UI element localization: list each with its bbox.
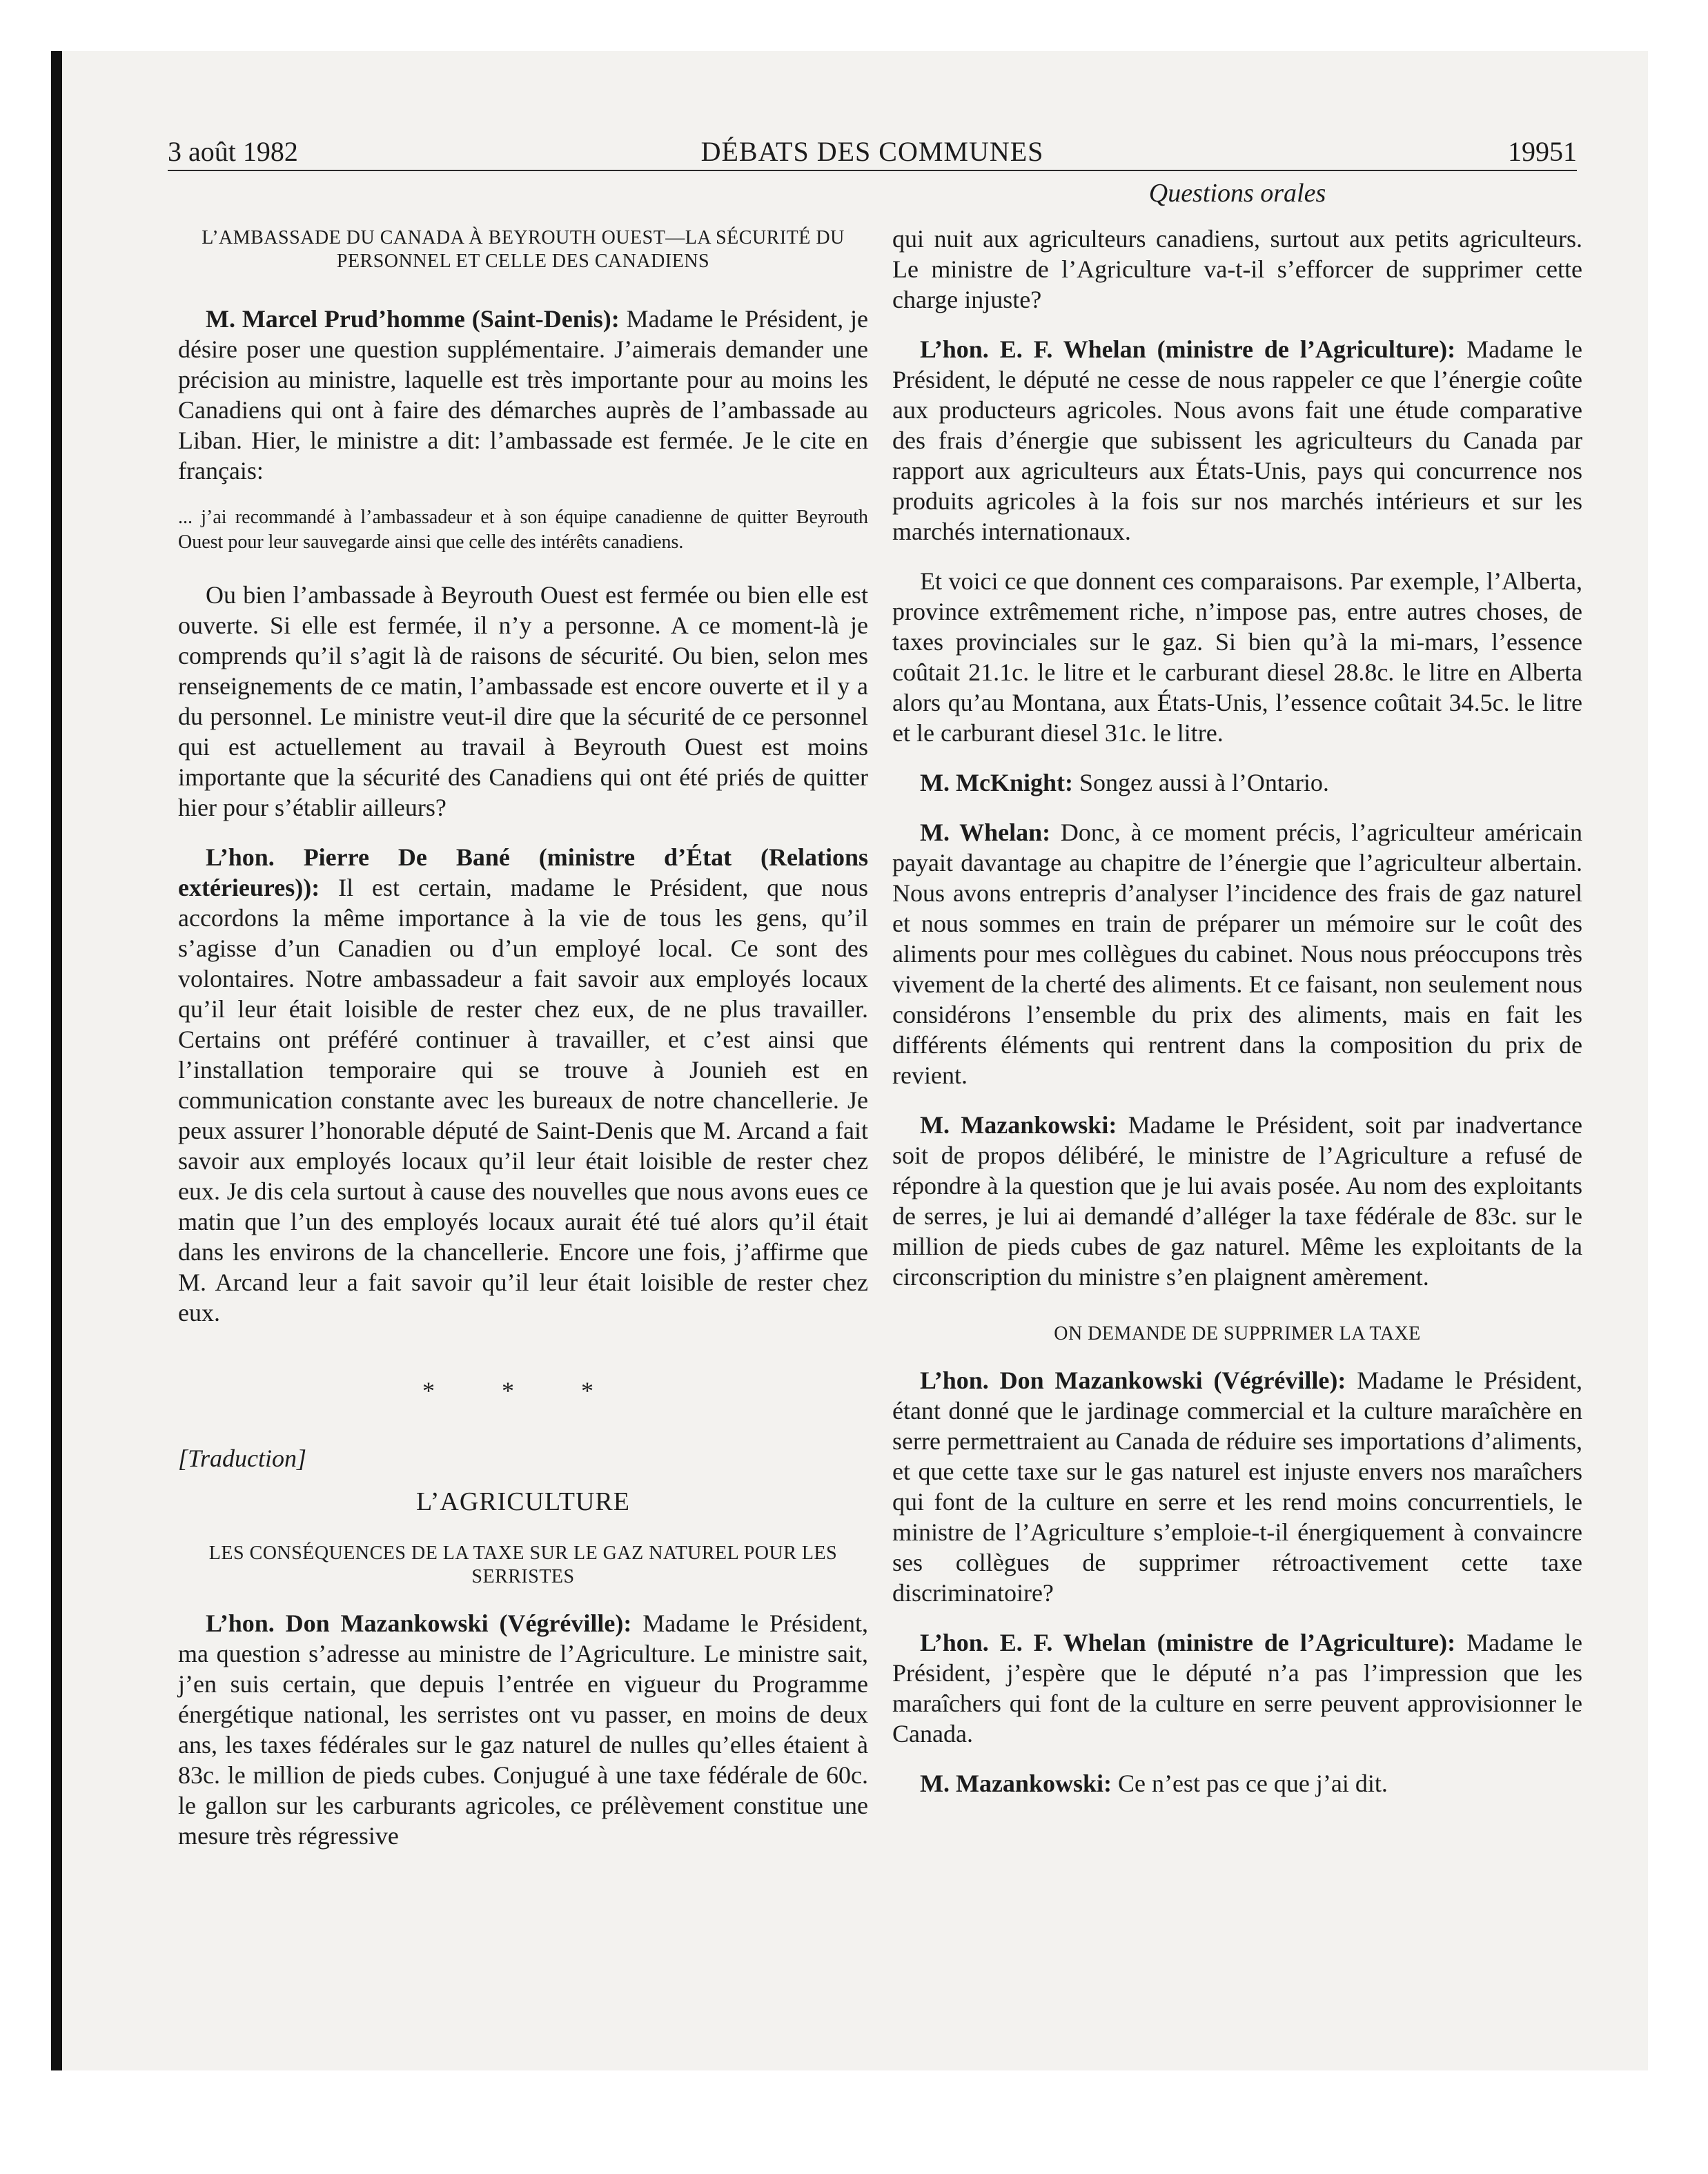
- section-subheading-remove-tax: ON DEMANDE DE SUPPRIMER LA TAXE: [1054, 1323, 1421, 1344]
- page-number: 19951: [1508, 136, 1577, 167]
- speech-text: Madame le Président, étant donné que le jardinage commercial et la culture maraîchère en serre permettraient au Canada de réduire ses importations d’aliments, et que cette taxe sur le gas naturel est injuste envers nos maraîchers qui font de la culture en serre et les rend moins concurrentiels, le ministre de l’Agriculture s’emploie-t-il énergiquement à convaincre ses collègues de supprimer rétroactivement cette taxe discriminatoire?: [892, 1367, 1582, 1607]
- section-subheading-gas-tax: LES CONSÉQUENCES DE LA TAXE SUR LE GAZ NATUREL POUR LES SERRISTES: [208, 1543, 838, 1587]
- speech-text: Ce n’est pas ce que j’ai dit.: [1112, 1770, 1388, 1797]
- speaker-name: M. McKnight:: [920, 769, 1073, 796]
- speech-text: Madame le Président, le député ne cesse de nous rappeler ce que l’énergie coûte aux producteurs agricoles. Nous avons fait une étude comparative des frais d’énergie que subissent les agriculteurs du Canada par rapport aux agriculteurs aux États-Unis, pays qui concurrence nos produits agricoles à la fois sur nos marchés intérieurs et sur les marchés internationaux.: [892, 335, 1582, 545]
- paragraph-continued: qui nuit aux agriculteurs canadiens, surtout aux petits agriculteurs. Le ministre de l’Agriculture va-t-il s’efforcer de supprimer cette charge injuste?: [892, 225, 1582, 313]
- paragraph-whelan-1: [892, 334, 1582, 547]
- speaker-name: M. Mazankowski:: [920, 1111, 1117, 1139]
- paragraph-whelan-2: [892, 817, 1582, 1090]
- speech-text: Il est certain, madame le Président, que nous accordons la même importance à la vie de tous les gens, qu’il s’agisse d’un Canadien ou d’un employé local. Ce sont des volontaires. Notre ambassadeur a fait savoir aux employés locaux qu’il leur était loisible de rester chez eux, de ne plus travailler. Certains ont préféré continuer à travailler, et c’est ainsi que l’installation temporaire qui se trouve à Jounieh est en communication constante avec les bureaux de notre chancellerie. Je peux assurer l’honorable député de Saint-Denis que M. Arcand a fait savoir aux employés locaux qu’il leur était loisible de rester chez eux. Je dis cela surtout à cause des nouvelles que nous avons eues ce matin que l’un des employés locaux aurait été tué alors qu’il était dans les environs de la chancellerie. Encore une fois, j’affirme que M. Arcand leur a fait savoir qu’il leur était loisible de rester chez eux.: [178, 874, 868, 1326]
- speaker-name: L’hon. E. F. Whelan (ministre de l’Agriculture):: [920, 335, 1456, 363]
- scan-margin-left: [0, 0, 51, 2123]
- speaker-name: M. Whelan:: [920, 819, 1051, 846]
- section-heading-agriculture: L’AGRICULTURE: [416, 1487, 630, 1516]
- header-rule: [168, 170, 1577, 171]
- section-subheading-embassy: L’AMBASSADE DU CANADA À BEYROUTH OUEST—LA SÉCURITÉ DU PERSONNEL ET CELLE DES CANADIENS: [202, 227, 845, 272]
- paragraph-whelan-3: [892, 1627, 1582, 1749]
- speaker-name: L’hon. Don Mazankowski (Végréville):: [920, 1367, 1346, 1394]
- page-header: [168, 135, 1577, 170]
- paragraph-comparisons: Et voici ce que donnent ces comparaisons. Par exemple, l’Alberta, province extrêmement riche, n’impose pas, entre autres choses, de taxes provinciales sur le gaz. Si bien qu’à la mi-mars, l’essence coûtait 21.1c. le litre et le carburant diesel 28.8c. le litre en Alberta alors qu’au Montana, aux États-Unis, l’essence coûtait 34.5c. le litre et le carburant diesel 31c. le litre.: [892, 567, 1582, 747]
- paragraph-mcknight: [892, 767, 1582, 798]
- speaker-name: L’hon. Don Mazankowski (Végréville):: [206, 1609, 632, 1637]
- running-head: Questions orales: [1148, 179, 1326, 208]
- speech-text: Madame le Président, ma question s’adresse au ministre de l’Agriculture. Le ministre sait, j’en suis certain, que depuis l’entrée en vigueur du Programme énergétique national, les serristes ont vu passer, en moins de deux ans, les taxes fédérales sur le gaz naturel de nulles qu’elles étaient à 83c. le million de pieds cubes. Conjugué à une taxe fédérale de 60c. le gallon sur les carburants agricoles, ce prélèvement constitue une mesure très régressive: [178, 1609, 868, 1850]
- block-quote: ... j’ai recommandé à l’ambassadeur et à son équipe canadienne de quitter Beyrouth Ouest pour leur sauvegarde ainsi que celle des intérêts canadiens.: [178, 507, 868, 553]
- paragraph-de-bane: [178, 842, 868, 1328]
- paragraph-mazankowski-2: [892, 1365, 1582, 1608]
- translation-label: [Traduction]: [178, 1445, 307, 1472]
- left-column: [178, 178, 868, 1851]
- paragraph-prudhomme: [178, 304, 868, 486]
- speaker-name: M. Marcel Prud’homme (Saint-Denis):: [206, 305, 620, 333]
- speech-text: Donc, à ce moment précis, l’agriculteur américain payait davantage au chapitre de l’énergie que l’agriculteur albertain. Nous avons entrepris d’analyser l’incidence des frais de gaz naturel et nous sommes en train de préparer un mémoire sur le coût des aliments pour mes collègues du cabinet. Nous nous préoccupons très vivement de la cherté des aliments. Et ce faisant, non seulement nous considérons l’ensemble du prix des aliments, mais en fait les différents éléments qui rentrent dans la composition du prix de revient.: [892, 819, 1582, 1089]
- paragraph-embassy-question: Ou bien l’ambassade à Beyrouth Ouest est fermée ou bien elle est ouverte. Si elle est fermée, il n’y a personne. A ce moment-là je comprends qu’il s’agit là de raisons de sécurité. Ou bien, selon mes renseignements de ce matin, l’ambassade est encore ouverte et il y a du personnel. Le ministre veut-il dire que la sécurité de ce personnel qui est actuellement au travail à Beyrouth Ouest est moins importante que la sécurité des Canadiens qui ont été priés de quitter hier pour s’établir ailleurs?: [178, 581, 868, 821]
- speech-text: Songez aussi à l’Ontario.: [1072, 769, 1329, 796]
- speaker-name: L’hon. Pierre De Bané (ministre d’État (Relations extérieures)):: [178, 843, 868, 901]
- section-separator: * * *: [422, 1377, 624, 1404]
- header-title: DÉBATS DES COMMUNES: [700, 136, 1044, 167]
- speech-text: Madame le Président, soit par inadvertance soit de propos délibéré, le ministre de l’Agriculture a refusé de répondre à la question que je lui avais posée. Au nom des exploitants de serres, je lui ai demandé d’alléger la taxe fédérale de 83c. sur le million de pieds cubes de gaz naturel. Même les exploitants de la circonscription du ministre s’en plaignent amèrement.: [892, 1111, 1583, 1291]
- paragraph-mazankowski-1: [892, 1110, 1582, 1292]
- speaker-name: M. Mazankowski:: [920, 1770, 1112, 1797]
- speech-text: Madame le Président, je désire poser une question supplémentaire. J’aimerais demander une précision au ministre, laquelle est très importante pour au moins les Canadiens qui ont à faire des démarches auprès de l’ambassade au Liban. Hier, le ministre a dit: l’ambassade est fermée. Je le cite en français:: [178, 305, 869, 484]
- header-date: 3 août 1982: [168, 136, 298, 167]
- right-column: [892, 178, 1582, 1799]
- paragraph-mazankowski-3: [892, 1768, 1582, 1799]
- speaker-name: L’hon. E. F. Whelan (ministre de l’Agriculture):: [920, 1629, 1456, 1656]
- speech-text: Madame le Président, j’espère que le député n’a pas l’impression que les maraîchers qui font de la culture en serre peuvent approvisionner le Canada.: [892, 1629, 1582, 1747]
- scan-margin-right: [1648, 51, 1708, 2174]
- scan-binding-edge: [51, 51, 62, 2070]
- paragraph-mazankowski-question: [178, 1608, 868, 1851]
- translation-note: [178, 1444, 868, 1473]
